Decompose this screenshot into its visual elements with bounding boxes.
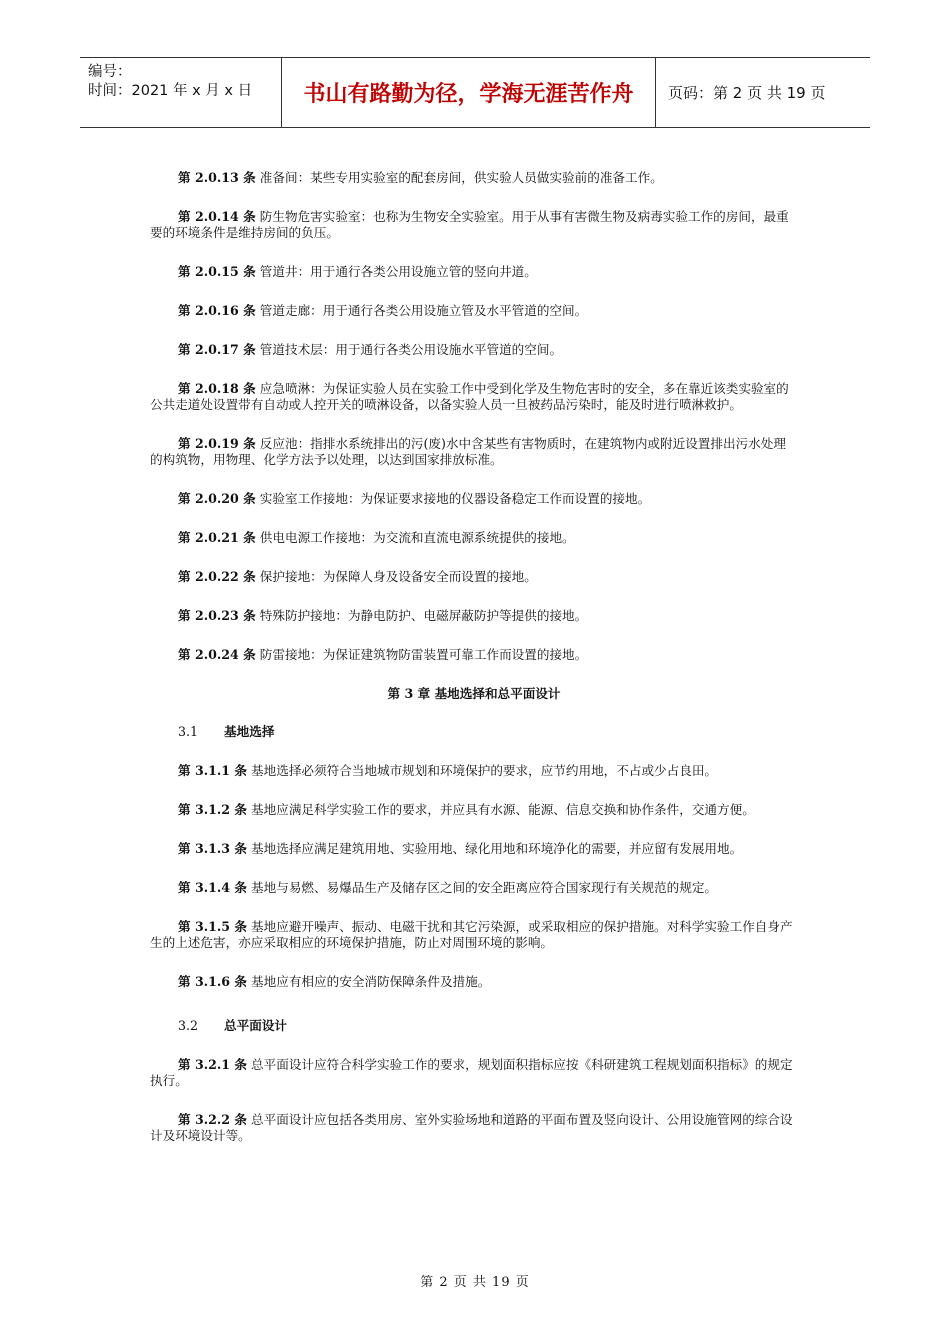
clause-number: 第 3.1.4 条	[178, 880, 248, 895]
clause-text: 应急喷淋：为保证实验人员在实验工作中受到化学及生物危害时的安全，多在靠近该类实验室的公共走道处设置带有自动或人控开关的喷淋设备，以备实验人员一旦被药品污染时，能及时进行喷淋救护。	[150, 381, 789, 412]
clause-number: 第 2.0.20 条	[178, 491, 256, 506]
document-date: 时间：2021 年 x 月 x 日	[88, 83, 253, 99]
clause-text: 管道走廊：用于通行各类公用设施立管及水平管道的空间。	[259, 303, 588, 318]
clause-paragraph	[150, 880, 798, 896]
clause-number: 第 3.1.5 条	[178, 919, 248, 934]
clause-paragraph	[150, 491, 798, 507]
clause-number: 第 2.0.21 条	[178, 530, 256, 545]
clause-number: 第 2.0.19 条	[178, 436, 256, 451]
header-page-info: 页码：第 2 页 共 19 页	[668, 84, 826, 102]
document-number-label: 编号：	[88, 64, 132, 80]
section-title: 总平面设计	[224, 1018, 287, 1033]
clause-number: 第 3.1.6 条	[178, 974, 248, 989]
clause-paragraph	[150, 170, 798, 186]
document-body	[150, 170, 798, 1167]
clause-text: 供电电源工作接地：为交流和直流电源系统提供的接地。	[259, 530, 575, 545]
clause-text: 基地应满足科学实验工作的要求，并应具有水源、能源、信息交换和协作条件，交通方便。	[251, 802, 755, 817]
clause-number: 第 3.1.1 条	[178, 763, 248, 778]
clause-number: 第 2.0.18 条	[178, 381, 256, 396]
clause-paragraph	[150, 530, 798, 546]
clause-text: 总平面设计应符合科学实验工作的要求，规划面积指标应按《科研建筑工程规划面积指标》的规定执行。	[150, 1057, 793, 1088]
clause-paragraph	[150, 802, 798, 818]
page-footer: 第 2 页 共 19 页	[420, 1275, 530, 1290]
clause-number: 第 3.2.1 条	[178, 1057, 248, 1072]
clause-paragraph	[150, 919, 798, 951]
clause-number: 第 2.0.16 条	[178, 303, 256, 318]
clause-text: 特殊防护接地：为静电防护、电磁屏蔽防护等提供的接地。	[259, 608, 588, 623]
clause-number: 第 2.0.14 条	[178, 209, 256, 224]
clause-paragraph	[150, 436, 798, 468]
clause-number: 第 3.1.3 条	[178, 841, 248, 856]
header-motto: 书山有路勤为径，学海无涯苦作舟	[282, 58, 656, 127]
clause-text: 防雷接地：为保证建筑物防雷装置可靠工作而设置的接地。	[259, 647, 588, 662]
clause-text: 准备间：某些专用实验室的配套房间，供实验人员做实验前的准备工作。	[259, 170, 663, 185]
clause-paragraph	[150, 974, 798, 990]
clause-number: 第 2.0.23 条	[178, 608, 256, 623]
clause-paragraph	[150, 763, 798, 779]
clause-text: 管道技术层：用于通行各类公用设施水平管道的空间。	[259, 342, 563, 357]
clause-text: 防生物危害实验室：也称为生物安全实验室。用于从事有害微生物及病毒实验工作的房间，最重要的环境条件是维持房间的负压。	[150, 209, 789, 240]
clause-text: 总平面设计应包括各类用房、室外实验场地和道路的平面布置及竖向设计、公用设施管网的综合设计及环境设计等。	[150, 1112, 793, 1143]
site-plan-group	[150, 1057, 798, 1144]
clause-text: 基地选择应满足建筑用地、实验用地、绿化用地和环境净化的需要，并应留有发展用地。	[251, 841, 743, 856]
clause-paragraph	[150, 608, 798, 624]
clause-paragraph	[150, 647, 798, 663]
header-meta	[80, 58, 282, 127]
clause-paragraph	[150, 1057, 798, 1089]
clause-number: 第 2.0.15 条	[178, 264, 256, 279]
clause-text: 基地与易燃、易爆品生产及储存区之间的安全距离应符合国家现行有关规范的规定。	[251, 880, 717, 895]
clause-text: 实验室工作接地：为保证要求接地的仪器设备稳定工作而设置的接地。	[259, 491, 651, 506]
definitions-group	[150, 170, 798, 663]
clause-number: 第 3.1.2 条	[178, 802, 248, 817]
clause-number: 第 2.0.17 条	[178, 342, 256, 357]
section-number: 3.1	[178, 724, 199, 739]
clause-paragraph	[150, 841, 798, 857]
clause-number: 第 3.2.2 条	[178, 1112, 248, 1127]
clause-paragraph	[150, 342, 798, 358]
section-heading-3-2	[178, 1018, 798, 1034]
clause-text: 管道井：用于通行各类公用设施立管的竖向井道。	[259, 264, 537, 279]
section-title: 基地选择	[224, 724, 275, 739]
clause-paragraph	[150, 1112, 798, 1144]
clause-paragraph	[150, 264, 798, 280]
page-header	[80, 57, 870, 128]
clause-paragraph	[150, 381, 798, 413]
section-number: 3.2	[178, 1018, 199, 1033]
clause-text: 基地应有相应的安全消防保障条件及措施。	[251, 974, 491, 989]
clause-text: 基地应避开噪声、振动、电磁干扰和其它污染源，或采取相应的保护措施。对科学实验工作自身产生的上述危害，亦应采取相应的环境保护措施，防止对周围环境的影响。	[150, 919, 793, 950]
clause-text: 基地选择必须符合当地城市规划和环境保护的要求，应节约用地，不占或少占良田。	[251, 763, 717, 778]
clause-text: 反应池：指排水系统排出的污(废)水中含某些有害物质时，在建筑物内或附近设置排出污水处理的构筑物，用物理、化学方法予以处理，以达到国家排放标准。	[150, 436, 786, 467]
clause-number: 第 2.0.22 条	[178, 569, 256, 584]
chapter-title: 第 3 章 基地选择和总平面设计	[387, 686, 561, 701]
clause-paragraph	[150, 569, 798, 585]
site-selection-group	[150, 763, 798, 990]
section-heading-3-1	[178, 724, 798, 740]
clause-paragraph	[150, 303, 798, 319]
clause-text: 保护接地：为保障人身及设备安全而设置的接地。	[259, 569, 537, 584]
clause-number: 第 2.0.13 条	[178, 170, 256, 185]
clause-number: 第 2.0.24 条	[178, 647, 256, 662]
clause-paragraph	[150, 209, 798, 241]
